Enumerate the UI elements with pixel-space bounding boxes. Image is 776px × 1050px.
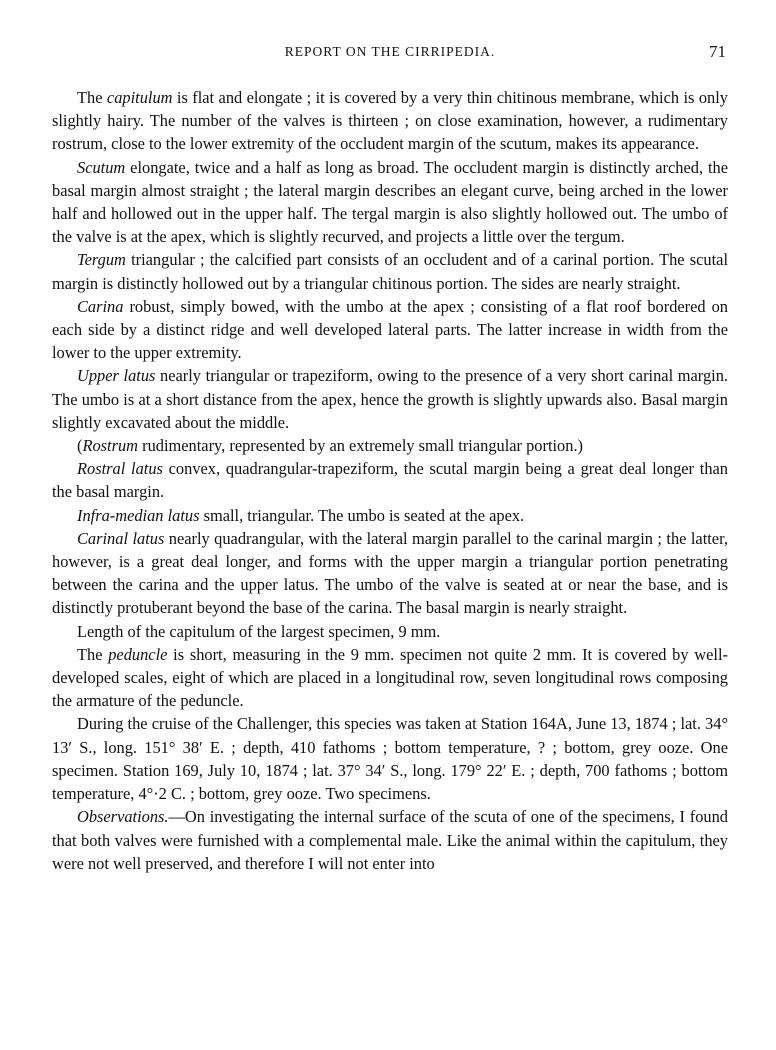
text-run: The bbox=[77, 644, 109, 664]
paragraph-peduncle bbox=[52, 643, 728, 713]
term-upper-latus: Upper latus bbox=[77, 366, 156, 386]
term-observations: Observations. bbox=[77, 807, 169, 827]
term-rostral-latus: Rostral latus bbox=[77, 459, 163, 479]
term-rostrum: Rostrum bbox=[82, 436, 139, 456]
text-run: robust, simply bowed, with the umbo at the apex ; consisting of a flat roof bordered on each side by a distinct ridge and well developed lateral parts. The latter increase in width from the lower to the upper extremity. bbox=[52, 296, 728, 363]
paragraph-upper-latus bbox=[52, 364, 728, 434]
text-run: —On investigating the internal surface of the scuta of one of the specimens, I found that both valves were furnished with a complemental male. Like the animal within the capitulum, they were not well preserved, and therefore I will not enter into bbox=[52, 807, 728, 873]
paragraph-infra-median-latus bbox=[52, 504, 728, 527]
term-carinal-latus: Carinal latus bbox=[77, 528, 165, 548]
text-run: The bbox=[77, 88, 107, 107]
paragraph-capitulum bbox=[52, 86, 728, 156]
text-run: small, triangular. The umbo is seated at the apex. bbox=[199, 505, 525, 525]
paragraph-carinal-latus bbox=[52, 527, 728, 620]
paragraph-carina bbox=[52, 295, 728, 365]
text-run: nearly quadrangular, with the lateral margin parallel to the carinal margin ; the latter, however, is a great deal longer, and forms with the upper margin a triangular portion penetrating between the carina and the upper latus. The umbo of the valve is seated at or near the base, and is distinctly protuberant beyond the base of the carina. The basal margin is nearly straight. bbox=[52, 528, 728, 618]
term-carina: Carina bbox=[77, 296, 124, 316]
text-run: rudimentary, represented by an extremely small triangular portion.) bbox=[138, 436, 584, 456]
term-scutum: Scutum bbox=[77, 157, 126, 177]
text-run: ( bbox=[77, 436, 83, 456]
text-run: triangular ; the calcified part consists of an occludent and of a carinal portion. The scutal margin is distinctly hollowed out by a triangular chitinous portion. The sides are nearly straight. bbox=[52, 250, 728, 293]
text-run: convex, quadrangular-trapeziform, the scutal margin being a great deal longer than the basal margin. bbox=[52, 459, 728, 502]
paragraph-stations bbox=[52, 712, 728, 805]
text-run: is short, measuring in the 9 mm. specimen not quite 2 mm. It is covered by well-developed scales, eight of which are placed in a longitudinal row, seven longitudinal rows composing the armature of the peduncle. bbox=[52, 644, 728, 711]
body-text bbox=[52, 86, 728, 875]
paragraph-length bbox=[52, 620, 728, 643]
term-peduncle: peduncle bbox=[108, 644, 168, 664]
text-run: nearly triangular or trapeziform, owing to the presence of a very short carinal margin. The umbo is at a short distance from the apex, hence the growth is slightly upwards also. Basal margin slightly excavated about the middle. bbox=[52, 366, 728, 432]
running-head: REPORT ON THE CIRRIPEDIA. bbox=[284, 44, 496, 59]
text-run: is flat and elongate ; it is covered by a very thin chitinous membrane, which is only slightly hairy. The number of the valves is thirteen ; on close examination, however, a rudimentary rostrum, close to the lower extremity of the occludent margin of the scutum, makes its appearance. bbox=[52, 88, 728, 154]
text-run: Length of the capitulum of the largest specimen, 9 mm. bbox=[77, 621, 441, 641]
text-run: elongate, twice and a half as long as broad. The occludent margin is distinctly arched, the basal margin almost straight ; the lateral margin describes an elegant curve, being arched in the lower half and hollowed out in the upper half. The tergal margin is also slightly hollowed out. The umbo of the valve is at the apex, which is slightly recurved, and projects a little over the tergum. bbox=[52, 157, 728, 247]
text-run: During the cruise of the Challenger, this species was taken at Station 164A, June 13, 1874 ; lat. 34° 13′ S., long. 151° 38′ E. ; depth, 410 fathoms ; bottom temperature, ? ; bottom, grey ooze. One specimen. Station 169, July 10, 1874 ; lat. 37° 34′ S., long. 179° 22′ E. ; depth, 700 fathoms ; bottom temperature, 4°·2 C. ; bottom, grey ooze. Two specimens. bbox=[52, 714, 728, 804]
page-header bbox=[52, 38, 728, 68]
paragraph-scutum bbox=[52, 156, 728, 249]
term-infra-median-latus: Infra-median latus bbox=[77, 505, 200, 525]
paragraph-tergum bbox=[52, 248, 728, 294]
paragraph-observations bbox=[52, 805, 728, 875]
page-number: 71 bbox=[709, 42, 726, 61]
paragraph-rostral-latus bbox=[52, 457, 728, 503]
page bbox=[52, 38, 728, 875]
term-capitulum: capitulum bbox=[106, 88, 173, 107]
paragraph-rostrum bbox=[52, 434, 728, 457]
term-tergum: Tergum bbox=[77, 250, 126, 270]
